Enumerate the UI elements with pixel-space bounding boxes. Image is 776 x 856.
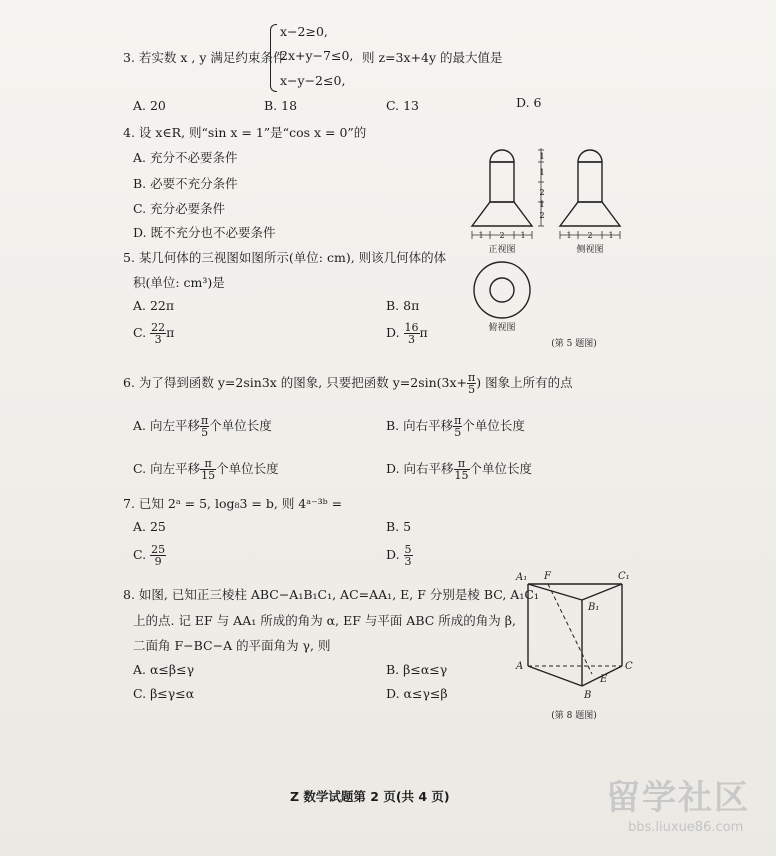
q6-option-d-denominator: 15: [454, 469, 469, 482]
q6-option-d: [386, 458, 532, 481]
label-B1: B₁: [588, 602, 600, 613]
site-watermark-logo: 留学社区: [606, 778, 750, 818]
q6-stem-fraction-numerator: π: [468, 371, 476, 384]
q3-suffix: 则 z=3x+4y 的最大值是: [362, 50, 503, 65]
q5-option-d-prefix: D.: [386, 325, 400, 340]
q3-constraint-3: x−y−2≤0,: [280, 73, 346, 88]
label-F: F: [544, 571, 551, 582]
q5-option-c-suffix: π: [166, 325, 175, 340]
q6-option-c-suffix: 个单位长度: [216, 461, 279, 476]
q6-option-a-numerator: π: [200, 414, 209, 427]
q5-option-a: A. 22π: [133, 298, 175, 313]
q7-option-c: [133, 544, 166, 567]
q6-option-b: [386, 415, 525, 438]
q5-option-c: [133, 322, 174, 345]
q6-option-c-numerator: π: [200, 458, 216, 470]
label-B: B: [584, 690, 592, 701]
label-A1: A₁: [516, 572, 528, 583]
q6-stem: [123, 372, 573, 395]
q6-option-d-suffix: 个单位长度: [469, 461, 533, 476]
dim-v-2: 1: [539, 168, 545, 177]
q4-option-a: A. 充分不必要条件: [133, 150, 238, 165]
q5-option-d-denominator: 3: [408, 333, 416, 346]
dim-h-side-2: 2: [587, 231, 593, 240]
q6-option-c-denominator: 15: [201, 469, 216, 482]
q6-option-b-numerator: π: [454, 414, 462, 427]
label-C: C: [625, 661, 633, 672]
q7-option-c-numerator: 25: [151, 543, 166, 556]
q6-stem-part-a: 6. 为了得到函数 y=2sin3x 的图象, 只要把函数 y=2sin(3x+: [123, 375, 468, 390]
q5-three-views-figure: [462, 130, 642, 360]
q3-prefix: 3. 若实数 x , y 满足约束条件: [123, 50, 286, 65]
q6-stem-part-b: ) 图象上所有的点: [476, 375, 573, 390]
q7-stem: 7. 已知 2ᵃ = 5, log₈3 = b, 则 4ᵃ⁻³ᵇ =: [123, 496, 343, 511]
q5-option-c-prefix: C.: [133, 325, 147, 340]
q8-option-a: A. α≤β≤γ: [133, 662, 195, 677]
dim-h-front-3: 1: [520, 231, 526, 240]
top-view-label: 俯视图: [488, 323, 516, 333]
q8-figure-caption: (第 8 题图): [551, 711, 597, 721]
q8-prism-figure: [510, 562, 640, 726]
dim-h-side-1: 1: [566, 231, 572, 240]
q5-option-c-fraction: [150, 322, 166, 345]
q7-option-b: B. 5: [386, 519, 412, 534]
side-view-drawing: [560, 150, 620, 226]
q8-stem-line2: 上的点. 记 EF 与 AA₁ 所成的角为 α, EF 与平面 ABC 所成的角为 β,: [133, 613, 516, 628]
label-E: E: [600, 674, 608, 685]
site-watermark-url: bbs.liuxue86.com: [628, 820, 744, 835]
q7-option-d-prefix: D.: [386, 547, 400, 562]
q7-option-d-fraction: [404, 544, 413, 567]
q7-option-d-denominator: 3: [404, 555, 412, 568]
q5-stem-line2: 积(单位: cm³)是: [133, 275, 225, 290]
q4-option-d: D. 既不充分也不必要条件: [133, 225, 276, 240]
dim-h-front-1: 1: [478, 231, 484, 240]
q6-option-c-fraction: [200, 458, 216, 481]
q4-stem: 4. 设 x∈R, 则“sin x = 1”是“cos x = 0”的: [123, 125, 367, 140]
q6-option-c: [133, 458, 279, 481]
q4-option-c: C. 充分必要条件: [133, 201, 226, 216]
q6-option-b-denominator: 5: [454, 426, 462, 439]
q5-option-d-suffix: π: [419, 325, 428, 340]
q3-constraint-2: 2x+y−7≤0,: [280, 48, 354, 63]
q6-stem-fraction-denominator: 5: [468, 383, 476, 396]
q6-option-b-prefix: B. 向右平移: [386, 418, 454, 433]
side-view-label: 侧视图: [576, 245, 604, 255]
q3-option-a: A. 20: [133, 98, 166, 113]
q6-option-d-fraction: [454, 458, 470, 481]
q5-option-c-denominator: 3: [154, 333, 162, 346]
dim-v-5: 2: [539, 211, 545, 220]
q6-option-a-fraction: [200, 415, 209, 438]
q6-option-a-prefix: A. 向左平移: [133, 418, 200, 433]
q8-stem-line3: 二面角 F−BC−A 的平面角为 γ, 则: [133, 638, 331, 653]
q7-option-c-denominator: 9: [154, 555, 162, 568]
dim-v-1: 1: [539, 152, 545, 161]
q8-option-b: B. β≤α≤γ: [386, 662, 448, 677]
front-view-label: 正视图: [488, 245, 516, 255]
dim-h-front-2: 2: [499, 231, 505, 240]
prism-edges: [528, 584, 622, 686]
q8-stem-line1: 8. 如图, 已知正三棱柱 ABC−A₁B₁C₁, AC=AA₁, E, F 分别是棱 BC, A₁C₁: [123, 587, 539, 602]
q6-option-c-prefix: C. 向左平移: [133, 461, 201, 476]
label-C1: C₁: [618, 571, 630, 582]
q7-option-c-prefix: C.: [133, 547, 147, 562]
q3-option-c: C. 13: [386, 98, 419, 113]
q3-constraint-brace: [270, 24, 277, 92]
dim-v-3: 2: [539, 188, 545, 197]
q7-option-a: A. 25: [133, 519, 166, 534]
q6-option-b-fraction: [453, 415, 462, 438]
q7-option-d: [386, 544, 413, 567]
q6-option-b-suffix: 个单位长度: [462, 418, 525, 433]
q6-option-d-numerator: π: [454, 458, 470, 470]
q5-option-b: B. 8π: [386, 298, 420, 313]
q8-option-d: D. α≤γ≤β: [386, 686, 448, 701]
q6-option-d-prefix: D. 向右平移: [386, 461, 454, 476]
top-view-drawing: [474, 262, 530, 318]
q3-constraint-1: x−2≥0,: [280, 24, 328, 39]
q5-option-d: [386, 322, 428, 345]
q4-option-b: B. 必要不充分条件: [133, 176, 238, 191]
q7-option-d-numerator: 5: [404, 543, 412, 556]
q5-figure-caption: (第 5 题图): [551, 339, 597, 349]
label-A: A: [516, 661, 524, 672]
q6-stem-fraction: [467, 372, 476, 395]
q6-option-a-suffix: 个单位长度: [209, 418, 272, 433]
q3-option-b: B. 18: [264, 98, 298, 113]
page-footer: Z 数学试题第 2 页(共 4 页): [290, 789, 450, 804]
q5-option-c-numerator: 22: [151, 321, 166, 334]
front-view-drawing: [472, 150, 532, 226]
q6-option-a: [133, 415, 272, 438]
q5-stem-line1: 5. 某几何体的三视图如图所示(单位: cm), 则该几何体的体: [123, 250, 447, 265]
q3-option-d: D. 6: [516, 95, 542, 110]
q8-option-c: C. β≤γ≤α: [133, 686, 195, 701]
dim-h-side-3: 1: [608, 231, 614, 240]
q5-option-d-fraction: [404, 322, 420, 345]
q7-option-c-fraction: [150, 544, 166, 567]
q6-option-a-denominator: 5: [201, 426, 209, 439]
dim-v-4: 1: [539, 200, 545, 209]
q5-option-d-numerator: 16: [404, 321, 419, 334]
